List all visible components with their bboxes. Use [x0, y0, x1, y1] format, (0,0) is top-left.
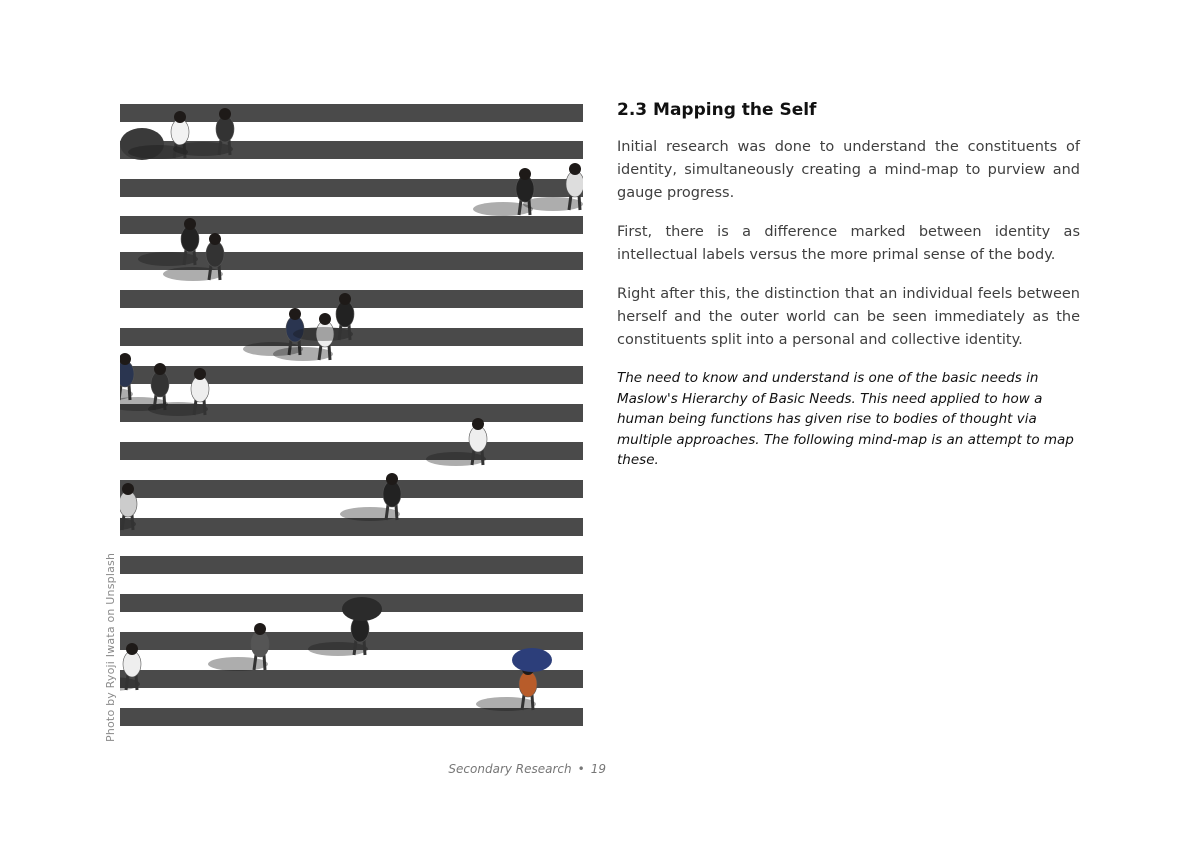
crosswalk-stripe	[120, 179, 583, 197]
pedestrian-head	[254, 623, 266, 635]
photo-credit: Photo by Ryoji Iwata on Unsplash	[104, 552, 117, 742]
italic-quote: The need to know and understand is one of the basic needs in Maslow's Hierarchy of Basic Needs. This need applied to how a human being functions has given rise to bodies of thought via multiple approaches. The following mind-map is an attempt to map these.	[617, 370, 1074, 468]
crosswalk-stripe	[120, 480, 583, 498]
pedestrian-shadow	[173, 142, 233, 156]
pedestrian-shadow	[208, 657, 268, 671]
pedestrian-head	[126, 643, 138, 655]
crosswalk-stripe	[120, 670, 583, 688]
pedestrian-head	[194, 368, 206, 380]
paragraph-1: Initial research was done to understand the constituents of identity, simultaneously creating a mind-map to purview and gauge progress.	[617, 139, 1080, 201]
pedestrian-shadow	[476, 697, 536, 711]
page-footer	[420, 762, 606, 776]
pedestrian-shadow	[340, 507, 400, 521]
umbrella	[512, 648, 552, 672]
crosswalk-photo	[120, 104, 583, 743]
pedestrian-head	[319, 313, 331, 325]
crosswalk-stripe	[120, 366, 583, 384]
pedestrian-head	[174, 111, 186, 123]
pedestrian-head	[569, 163, 581, 175]
crosswalk-stripe	[120, 328, 583, 346]
umbrella	[342, 597, 382, 621]
text-column	[617, 100, 1080, 471]
pedestrian-shadow	[308, 642, 368, 656]
footer-section-name: Secondary Research	[448, 762, 572, 776]
pedestrian-head	[184, 218, 196, 230]
pedestrian-head	[519, 168, 531, 180]
pedestrian	[120, 353, 134, 401]
crosswalk-stripe	[120, 518, 583, 536]
paragraph-3: Right after this, the distinction that an individual feels between herself and the outer world can be seen immediately as the constituents split into a personal and collective identity.	[617, 286, 1080, 348]
pedestrian-head	[122, 483, 134, 495]
footer-separator: •	[577, 762, 585, 776]
paragraph-2: First, there is a difference marked between identity as intellectual labels versus the more primal sense of the body.	[617, 224, 1080, 263]
pedestrian-head	[154, 363, 166, 375]
pedestrian-shadow	[163, 267, 223, 281]
pedestrian-head	[209, 233, 221, 245]
pedestrian-shadow	[138, 252, 198, 266]
crosswalk-stripe	[120, 442, 583, 460]
pedestrian-shadow	[273, 347, 333, 361]
pedestrian-shadow	[293, 327, 353, 341]
pedestrian	[120, 643, 141, 691]
pedestrian-head	[386, 473, 398, 485]
pedestrian-head	[472, 418, 484, 430]
pedestrian-head	[219, 108, 231, 120]
pedestrian-head	[339, 293, 351, 305]
section-heading: 2.3 Mapping the Self	[617, 100, 817, 120]
crosswalk-illustration	[120, 104, 583, 743]
pedestrian-shadow	[148, 402, 208, 416]
crosswalk-stripe	[120, 104, 583, 122]
pedestrian-shadow	[523, 197, 583, 211]
pedestrian-head	[289, 308, 301, 320]
crosswalk-stripe	[120, 556, 583, 574]
pedestrian-shadow	[426, 452, 486, 466]
page-number: 19	[590, 762, 606, 776]
